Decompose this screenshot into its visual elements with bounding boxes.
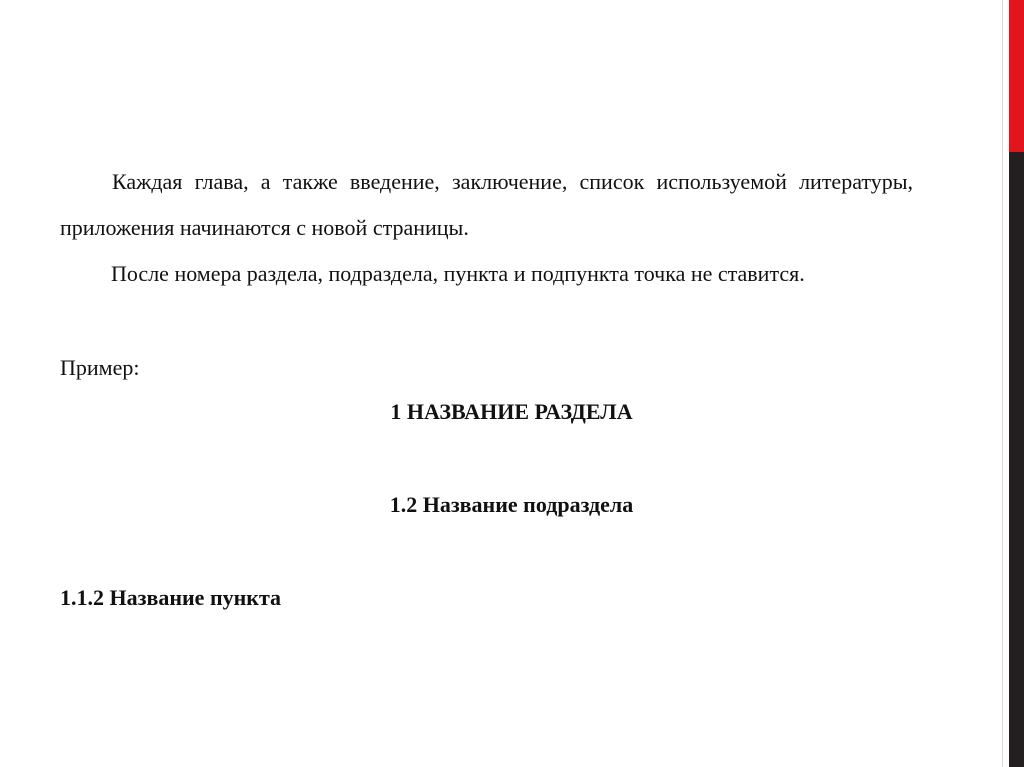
subsection-heading-example: 1.2 Название подраздела	[389, 492, 634, 517]
item-heading-example: 1.1.2 Название пункта	[60, 585, 282, 610]
example-label: Пример:	[60, 355, 140, 380]
paragraph-numbering: После номера раздела, подраздела, пункта и подпункта точка не ставится.	[111, 261, 805, 286]
accent-bar-red	[1009, 0, 1024, 152]
section-heading-example: 1 НАЗВАНИЕ РАЗДЕЛА	[390, 399, 633, 424]
accent-bar-dark	[1009, 152, 1024, 767]
paragraph-chapters: Каждая глава, а также введение, заключение, список используемой литературы, приложения начинаются с новой страницы.	[60, 169, 913, 240]
